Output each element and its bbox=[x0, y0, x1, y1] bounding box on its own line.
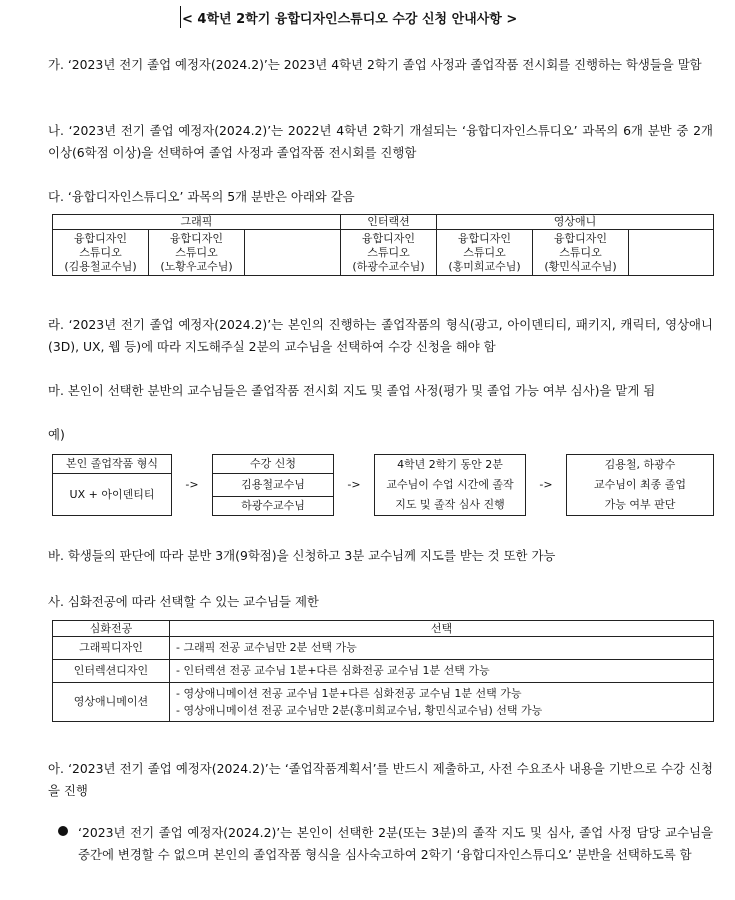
paragraph-ra: 라. ‘2023년 전기 졸업 예정자(2024.2)’는 본인의 진행하는 졸업작품의 형식(광고, 아이덴티티, 패키지, 캐릭터, 영상애니(3D), UX, 웹 등)에 따라 지도해주실 2분의 교수님을 선택하여 수강 신청을 해야 함 bbox=[48, 317, 713, 354]
example-col2-header: 수강 신청 bbox=[213, 455, 334, 474]
section-cell-empty bbox=[629, 230, 714, 276]
example-professor-2: 하광수교수님 bbox=[213, 497, 334, 516]
example-col4: 김용철, 하광수 교수님이 최종 졸업 가능 여부 판단 bbox=[567, 455, 714, 516]
section-cell: 융합디자인 스튜디오 (홍미희교수님) bbox=[437, 230, 533, 276]
major-name: 영상애니메이션 bbox=[53, 683, 170, 722]
title-cursor-bar bbox=[180, 6, 181, 28]
sections-table bbox=[52, 214, 714, 276]
major-choice: - 그래픽 전공 교수님만 2분 선택 가능 bbox=[170, 637, 714, 660]
paragraph-da: 다. ‘융합디자인스튜디오’ 과목의 5개 분반은 아래와 같음 bbox=[48, 189, 355, 204]
majors-header-major: 심화전공 bbox=[53, 621, 170, 637]
section-cell: 융합디자인 스튜디오 (황민식교수님) bbox=[533, 230, 629, 276]
example-table bbox=[52, 454, 714, 516]
section-cell: 융합디자인 스튜디오 (하광수교수님) bbox=[341, 230, 437, 276]
major-choice bbox=[170, 683, 714, 722]
paragraph-ma: 마. 본인이 선택한 분반의 교수님들은 졸업작품 전시회 지도 및 졸업 사정(평가 및 졸업 가능 여부 심사)을 맡게 됨 bbox=[48, 383, 656, 398]
example-col1-value: UX + 아이덴티티 bbox=[53, 474, 172, 516]
arrow-2: -> bbox=[347, 478, 361, 491]
section-cell-empty bbox=[245, 230, 341, 276]
group-header-interaction: 인터랙션 bbox=[341, 215, 437, 230]
paragraph-ba: 바. 학생들의 판단에 따라 분반 3개(9학점)을 신청하고 3분 교수님께 지도를 받는 것 또한 가능 bbox=[48, 548, 556, 563]
paragraph-na: 나. ‘2023년 전기 졸업 예정자(2024.2)’는 2022년 4학년 2학기 개설되는 ‘융합디자인스튜디오’ 과목의 6개 분반 중 2개 이상(6학점 이상)을 선택하여 졸업 사정과 졸업작품 전시회를 진행함 bbox=[48, 123, 713, 160]
section-cell: 융합디자인 스튜디오 (김용철교수님) bbox=[53, 230, 149, 276]
section-cell: 융합디자인 스튜디오 (노황우교수님) bbox=[149, 230, 245, 276]
group-header-animation: 영상애니 bbox=[437, 215, 714, 230]
major-choice: - 인터렉션 전공 교수님 1분+다른 심화전공 교수님 1분 선택 가능 bbox=[170, 660, 714, 683]
paragraph-ye: 예) bbox=[48, 427, 65, 442]
arrow-1: -> bbox=[185, 478, 199, 491]
example-col1-header: 본인 졸업작품 형식 bbox=[53, 455, 172, 474]
paragraph-bullet: ‘2023년 전기 졸업 예정자(2024.2)’는 본인이 선택한 2분(또는 3분)의 졸작 지도 및 심사, 졸업 사정 담당 교수님을 중간에 변경할 수 없으며 본인의 졸업작품 형식을 심사숙고하여 2학기 ‘융합디자인스튜디오’ 분반을 선택하도록 함 bbox=[78, 825, 713, 862]
paragraph-sa: 사. 심화전공에 따라 선택할 수 있는 교수님들 제한 bbox=[48, 594, 319, 609]
page-title-text: < 4학년 2학기 융합디자인스튜디오 수강 신청 안내사항 > bbox=[182, 12, 518, 27]
bullet-icon bbox=[58, 826, 68, 836]
arrow-3: -> bbox=[539, 478, 553, 491]
majors-table bbox=[52, 620, 714, 722]
major-choice-line: - 영상애니메이션 전공 교수님만 2분(홍미희교수님, 황민식교수님) 선택 가능 bbox=[176, 704, 543, 717]
paragraph-ga: 가. ‘2023년 전기 졸업 예정자(2024.2)’는 2023년 4학년 2학기 졸업 사정과 졸업작품 전시회를 진행하는 학생들을 말함 bbox=[48, 57, 702, 72]
table-row bbox=[53, 660, 714, 683]
group-header-graphic: 그래픽 bbox=[53, 215, 341, 230]
majors-header-choice: 선택 bbox=[170, 621, 714, 637]
table-row bbox=[53, 683, 714, 722]
major-name: 인터렉션디자인 bbox=[53, 660, 170, 683]
page-title bbox=[180, 8, 517, 27]
major-choice-line: - 영상애니메이션 전공 교수님 1분+다른 심화전공 교수님 1분 선택 가능 bbox=[176, 687, 522, 700]
paragraph-a: 아. ‘2023년 전기 졸업 예정자(2024.2)’는 ‘졸업작품계획서’를 반드시 제출하고, 사전 수요조사 내용을 기반으로 수강 신청을 진행 bbox=[48, 761, 713, 798]
example-col3: 4학년 2학기 동안 2분 교수님이 수업 시간에 졸작 지도 및 졸작 심사 진행 bbox=[375, 455, 526, 516]
table-row bbox=[53, 637, 714, 660]
example-professor-1: 김용철교수님 bbox=[213, 474, 334, 497]
major-name: 그래픽디자인 bbox=[53, 637, 170, 660]
